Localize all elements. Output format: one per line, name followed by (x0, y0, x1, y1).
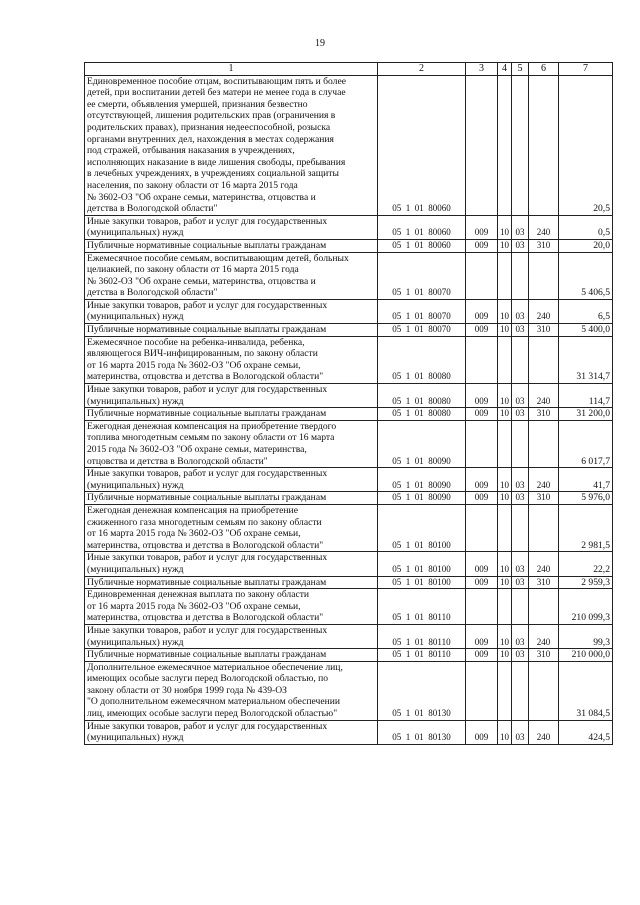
row-amount-cell: 210 000,0 (559, 649, 613, 662)
table-row (85, 75, 613, 215)
row-code-cell: 05 1 01 80080 (378, 384, 466, 408)
row-amount-cell: 41,7 (559, 468, 613, 492)
row-amount-cell: 20,0 (559, 239, 613, 252)
row-code-6-cell: 310 (529, 324, 559, 337)
row-code-4-cell: 10 (498, 324, 512, 337)
row-amount-cell: 424,5 (559, 720, 613, 744)
row-code-6-cell (529, 336, 559, 383)
row-name-cell: Дополнительное ежемесячное материальное обеспечение лиц, имеющих особые заслуги перед Вологодской областью, по закону области от 30 ноября 1999 года № 439-ОЗ "О дополнительном ежемесячном материальном обеспечении лиц, имеющих особые заслуги перед Вологодской областью" (85, 661, 378, 720)
row-code-cell: 05 1 01 80060 (378, 75, 466, 215)
row-code-3-cell: 009 (466, 492, 498, 505)
row-code-4-cell: 10 (498, 468, 512, 492)
row-amount-cell: 31 084,5 (559, 661, 613, 720)
column-header: 6 (529, 63, 559, 76)
row-name-cell: Единовременная денежная выплата по закону области от 16 марта 2015 года № 3602-ОЗ "Об охране семьи, материнства, отцовства и детства в Вологодской области" (85, 589, 378, 625)
row-code-6-cell (529, 420, 559, 467)
row-code-5-cell: 03 (512, 239, 529, 252)
row-code-3-cell: 009 (466, 720, 498, 744)
row-code-4-cell: 10 (498, 552, 512, 576)
row-name-cell: Ежемесячное пособие на ребенка-инвалида, ребенка, являющегося ВИЧ-инфицированным, по закону области от 16 марта 2015 года № 3602-ОЗ "Об охране семьи, материнства, отцовства и детства в Вологодской области" (85, 336, 378, 383)
row-code-5-cell: 03 (512, 492, 529, 505)
table-row (85, 576, 613, 589)
row-name-cell: Ежемесячное пособие семьям, воспитывающим детей, больных целиакией, по закону области от 16 марта 2015 года № 3602-ОЗ "Об охране семьи, материнства, отцовства и детства в Вологодской области" (85, 252, 378, 299)
row-code-5-cell: 03 (512, 215, 529, 239)
row-code-4-cell (498, 504, 512, 551)
row-code-4-cell: 10 (498, 624, 512, 648)
row-name-cell: Публичные нормативные социальные выплаты гражданам (85, 408, 378, 421)
row-code-5-cell (512, 420, 529, 467)
table-row (85, 649, 613, 662)
row-code-cell: 05 1 01 80070 (378, 252, 466, 299)
row-name-cell: Иные закупки товаров, работ и услуг для государственных (муниципальных) нужд (85, 468, 378, 492)
table-row (85, 299, 613, 323)
table-row (85, 624, 613, 648)
row-amount-cell: 114,7 (559, 384, 613, 408)
row-code-4-cell: 10 (498, 720, 512, 744)
row-code-5-cell: 03 (512, 649, 529, 662)
column-header: 1 (85, 63, 378, 76)
row-code-4-cell (498, 75, 512, 215)
budget-table (84, 62, 613, 745)
row-name-cell: Иные закупки товаров, работ и услуг для государственных (муниципальных) нужд (85, 384, 378, 408)
row-name-cell: Публичные нормативные социальные выплаты гражданам (85, 239, 378, 252)
row-code-3-cell: 009 (466, 552, 498, 576)
row-code-cell: 05 1 01 80100 (378, 504, 466, 551)
row-code-5-cell: 03 (512, 624, 529, 648)
row-code-3-cell: 009 (466, 299, 498, 323)
row-code-3-cell (466, 661, 498, 720)
row-code-6-cell (529, 252, 559, 299)
row-amount-cell: 6,5 (559, 299, 613, 323)
row-name-cell: Публичные нормативные социальные выплаты гражданам (85, 492, 378, 505)
row-amount-cell: 2 959,3 (559, 576, 613, 589)
table-row (85, 589, 613, 625)
row-code-4-cell: 10 (498, 576, 512, 589)
row-name-cell: Иные закупки товаров, работ и услуг для государственных (муниципальных) нужд (85, 624, 378, 648)
row-amount-cell: 31 200,0 (559, 408, 613, 421)
row-code-cell: 05 1 01 80090 (378, 420, 466, 467)
page-number: 19 (315, 38, 325, 49)
row-code-3-cell: 009 (466, 324, 498, 337)
row-code-cell: 05 1 01 80130 (378, 720, 466, 744)
row-code-cell: 05 1 01 80100 (378, 576, 466, 589)
row-amount-cell: 22,2 (559, 552, 613, 576)
row-code-4-cell: 10 (498, 408, 512, 421)
row-code-5-cell (512, 504, 529, 551)
table-row (85, 324, 613, 337)
row-code-cell: 05 1 01 80080 (378, 336, 466, 383)
table-header-row (85, 63, 613, 76)
row-code-cell: 05 1 01 80060 (378, 239, 466, 252)
row-code-cell: 05 1 01 80130 (378, 661, 466, 720)
row-code-5-cell: 03 (512, 552, 529, 576)
row-code-cell: 05 1 01 80110 (378, 589, 466, 625)
row-name-cell: Публичные нормативные социальные выплаты гражданам (85, 324, 378, 337)
row-code-6-cell: 310 (529, 492, 559, 505)
row-code-5-cell: 03 (512, 408, 529, 421)
table-row (85, 384, 613, 408)
row-code-3-cell (466, 252, 498, 299)
row-code-cell: 05 1 01 80100 (378, 552, 466, 576)
row-code-5-cell (512, 589, 529, 625)
table-row (85, 504, 613, 551)
table-row (85, 252, 613, 299)
row-amount-cell: 2 981,5 (559, 504, 613, 551)
row-code-5-cell: 03 (512, 468, 529, 492)
row-code-cell: 05 1 01 80070 (378, 299, 466, 323)
row-code-5-cell: 03 (512, 299, 529, 323)
row-code-3-cell: 009 (466, 408, 498, 421)
row-name-cell: Иные закупки товаров, работ и услуг для государственных (муниципальных) нужд (85, 552, 378, 576)
row-code-5-cell: 03 (512, 324, 529, 337)
row-code-6-cell: 240 (529, 624, 559, 648)
row-code-4-cell: 10 (498, 299, 512, 323)
column-header: 2 (378, 63, 466, 76)
row-amount-cell: 210 099,3 (559, 589, 613, 625)
row-code-3-cell (466, 420, 498, 467)
row-amount-cell: 20,5 (559, 75, 613, 215)
row-code-5-cell (512, 75, 529, 215)
row-name-cell: Ежегодная денежная компенсация на приобретение твердого топлива многодетным семьям по закону области от 16 марта 2015 года № 3602-ОЗ "Об охране семьи, материнства, отцовства и детства в Вологодской области" (85, 420, 378, 467)
row-code-cell: 05 1 01 80060 (378, 215, 466, 239)
row-code-6-cell: 240 (529, 720, 559, 744)
column-header: 4 (498, 63, 512, 76)
row-code-5-cell (512, 336, 529, 383)
row-code-6-cell: 240 (529, 215, 559, 239)
row-code-4-cell (498, 420, 512, 467)
row-code-4-cell: 10 (498, 215, 512, 239)
row-code-6-cell: 240 (529, 552, 559, 576)
row-code-5-cell: 03 (512, 576, 529, 589)
row-name-cell: Иные закупки товаров, работ и услуг для государственных (муниципальных) нужд (85, 720, 378, 744)
row-code-6-cell: 240 (529, 384, 559, 408)
row-code-cell: 05 1 01 80110 (378, 649, 466, 662)
row-code-3-cell: 009 (466, 384, 498, 408)
row-code-4-cell: 10 (498, 384, 512, 408)
row-code-3-cell: 009 (466, 239, 498, 252)
row-code-3-cell: 009 (466, 468, 498, 492)
table-row (85, 336, 613, 383)
row-code-3-cell (466, 589, 498, 625)
row-amount-cell: 99,3 (559, 624, 613, 648)
row-code-4-cell (498, 252, 512, 299)
row-amount-cell: 6 017,7 (559, 420, 613, 467)
row-amount-cell: 5 976,0 (559, 492, 613, 505)
row-code-cell: 05 1 01 80070 (378, 324, 466, 337)
row-name-cell: Ежегодная денежная компенсация на приобретение сжиженного газа многодетным семьям по закону области от 16 марта 2015 года № 3602-ОЗ "Об охране семьи, материнства, отцовства и детства в Вологодской области" (85, 504, 378, 551)
row-code-4-cell (498, 589, 512, 625)
row-code-6-cell: 310 (529, 239, 559, 252)
table-row (85, 239, 613, 252)
row-code-3-cell: 009 (466, 649, 498, 662)
row-name-cell: Единовременное пособие отцам, воспитывающим пять и более детей, при воспитании детей без матери не менее года в случае ее смерти, объявления умершей, признания безвестно отсутствующей, лишения родительских прав (ограничения в родительских правах), признания недееспособной, розыска органами внутренних дел, нахождения в местах содержания под стражей, отбывания наказания в учреждениях, исполняющих наказание в виде лишения свободы, пребывания в лечебных учреждениях, в учреждениях социальной защиты населения, по закону области от 16 марта 2015 года № 3602-ОЗ "Об охране семьи, материнства, отцовства и детства в Вологодской области" (85, 75, 378, 215)
row-code-6-cell (529, 504, 559, 551)
row-code-5-cell (512, 661, 529, 720)
row-code-6-cell: 310 (529, 576, 559, 589)
row-name-cell: Иные закупки товаров, работ и услуг для государственных (муниципальных) нужд (85, 215, 378, 239)
row-code-6-cell (529, 75, 559, 215)
row-code-6-cell (529, 661, 559, 720)
table-row (85, 215, 613, 239)
row-amount-cell: 5 406,5 (559, 252, 613, 299)
row-code-6-cell: 310 (529, 408, 559, 421)
row-amount-cell: 5 400,0 (559, 324, 613, 337)
row-code-5-cell: 03 (512, 384, 529, 408)
row-code-cell: 05 1 01 80080 (378, 408, 466, 421)
row-code-3-cell: 009 (466, 576, 498, 589)
row-code-6-cell: 310 (529, 649, 559, 662)
row-code-3-cell (466, 336, 498, 383)
row-code-4-cell: 10 (498, 239, 512, 252)
table-row (85, 661, 613, 720)
table-row (85, 720, 613, 744)
row-code-cell: 05 1 01 80110 (378, 624, 466, 648)
row-code-4-cell: 10 (498, 649, 512, 662)
row-code-6-cell: 240 (529, 299, 559, 323)
row-code-3-cell: 009 (466, 624, 498, 648)
row-code-3-cell: 009 (466, 215, 498, 239)
column-header: 5 (512, 63, 529, 76)
table-row (85, 420, 613, 467)
row-code-3-cell (466, 504, 498, 551)
table-row (85, 492, 613, 505)
column-header: 7 (559, 63, 613, 76)
row-code-6-cell: 240 (529, 468, 559, 492)
row-code-3-cell (466, 75, 498, 215)
table-row (85, 408, 613, 421)
row-code-cell: 05 1 01 80090 (378, 492, 466, 505)
row-code-4-cell (498, 661, 512, 720)
column-header: 3 (466, 63, 498, 76)
row-code-4-cell: 10 (498, 492, 512, 505)
row-name-cell: Иные закупки товаров, работ и услуг для государственных (муниципальных) нужд (85, 299, 378, 323)
row-code-4-cell (498, 336, 512, 383)
row-code-5-cell: 03 (512, 720, 529, 744)
row-code-6-cell (529, 589, 559, 625)
row-amount-cell: 0,5 (559, 215, 613, 239)
row-name-cell: Публичные нормативные социальные выплаты гражданам (85, 576, 378, 589)
table-row (85, 552, 613, 576)
row-code-cell: 05 1 01 80090 (378, 468, 466, 492)
row-name-cell: Публичные нормативные социальные выплаты гражданам (85, 649, 378, 662)
row-amount-cell: 31 314,7 (559, 336, 613, 383)
row-code-5-cell (512, 252, 529, 299)
table-row (85, 468, 613, 492)
